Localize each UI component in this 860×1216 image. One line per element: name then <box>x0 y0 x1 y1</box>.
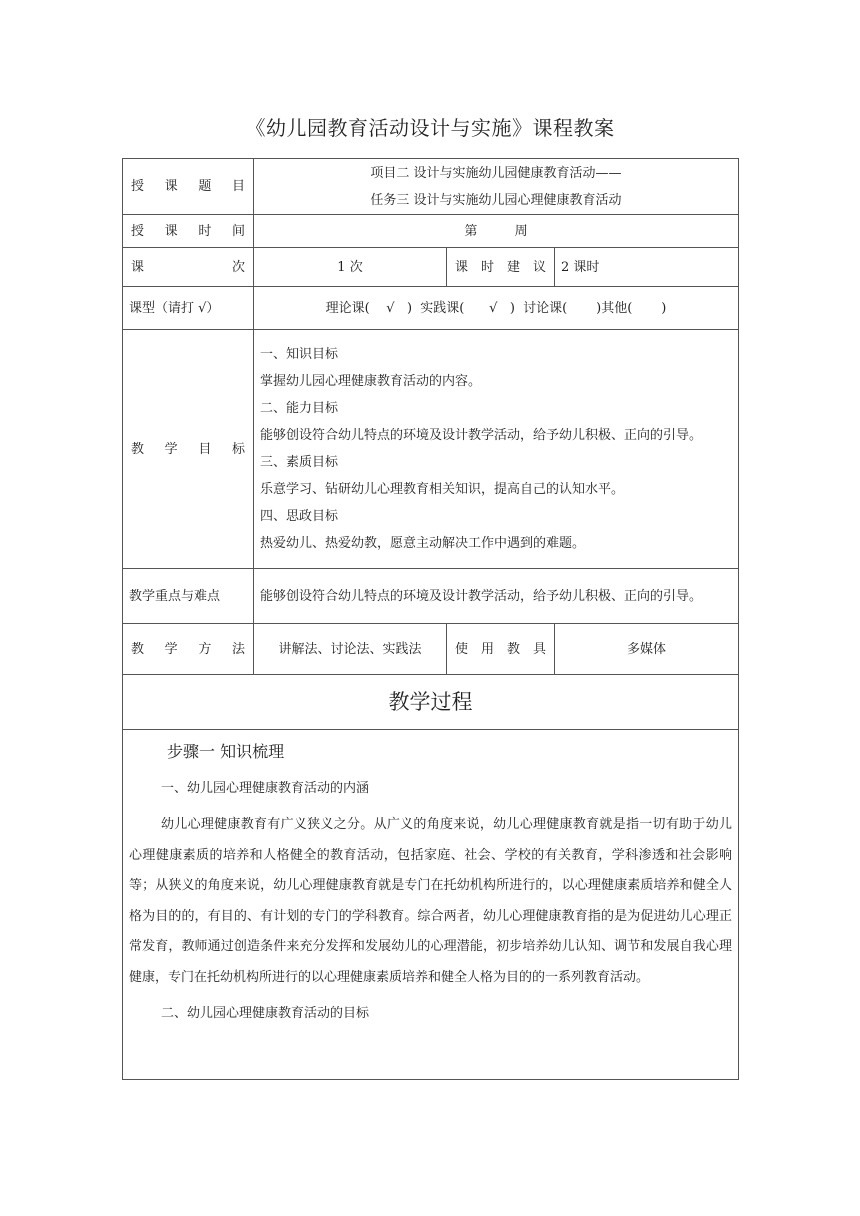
lesson-plan-table <box>122 158 739 1080</box>
tools-value: 多媒体 <box>555 624 739 675</box>
session-value: 1 次 <box>254 248 447 287</box>
goal-text: 掌握幼儿园心理健康教育活动的内容。 <box>260 374 482 389</box>
goal-text: 乐意学习、钻研幼儿心理教育相关知识，提高自己的认知水平。 <box>260 482 625 497</box>
goals-content <box>254 330 739 569</box>
step-heading: 步骤一 知识梳理 <box>167 742 285 761</box>
keypoints-label: 教学重点与难点 <box>123 569 254 624</box>
topic-row <box>123 159 739 215</box>
time-label: 授课时间 <box>123 215 254 248</box>
process-title: 教学过程 <box>123 675 739 730</box>
goals-row <box>123 330 739 569</box>
section-heading: 二、幼儿园心理健康教育活动的目标 <box>161 1006 370 1021</box>
topic-line-2: 任务三 设计与实施幼儿园心理健康教育活动 <box>370 192 622 208</box>
goal-heading: 二、能力目标 <box>260 401 339 416</box>
goal-text: 热爱幼儿、热爱幼教，愿意主动解决工作中遇到的难题。 <box>260 536 586 551</box>
page-title: 《幼儿园教育活动设计与实施》课程教案 <box>245 116 615 140</box>
goal-text: 能够创设符合幼儿特点的环境及设计教学活动，给予幼儿积极、正向的引导。 <box>260 428 703 443</box>
process-content <box>123 730 739 1080</box>
hours-label: 课时建议 <box>447 248 555 287</box>
topic-line-1: 项目二 设计与实施幼儿园健康教育活动—— <box>370 165 622 181</box>
goal-heading: 一、知识目标 <box>260 347 339 362</box>
tools-label: 使用教具 <box>447 624 555 675</box>
section-paragraph: 幼儿心理健康教育有广义狭义之分。从广义的角度来说，幼儿心理健康教育就是指一切有助于幼儿心理健康素质的培养和人格健全的教育活动，包括家庭、社会、学校的有关教育，学科渗透和社会影响等；从狭义的角度来说，幼儿心理健康教育就是专门在托幼机构所进行的，以心理健康素质培养和健全人格为目的的，有目的、有计划的专门的学科教育。综合两者，幼儿心理健康教育指的是为促进幼儿心理正常发育，教师通过创造条件来充分发挥和发展幼儿的心理潜能，初步培养幼儿认知、调节和发展自我心理健康，专门在托幼机构所进行的以心理健康素质培养和健全人格为目的的一系列教育活动。 <box>129 817 732 985</box>
method-label: 教学方法 <box>123 624 254 675</box>
method-row <box>123 624 739 675</box>
session-label: 课次 <box>123 248 254 287</box>
method-value: 讲解法、讨论法、实践法 <box>254 624 447 675</box>
keypoints-row <box>123 569 739 624</box>
type-value: 理论课( √ ) 实践课( √ ) 讨论课( )其他( ) <box>254 287 739 330</box>
keypoints-value: 能够创设符合幼儿特点的环境及设计教学活动，给予幼儿积极、正向的引导。 <box>254 569 739 624</box>
type-row <box>123 287 739 330</box>
topic-label: 授课题目 <box>123 159 254 215</box>
process-content-row <box>123 730 739 1080</box>
type-label: 课型（请打 √） <box>123 287 254 330</box>
time-row <box>123 215 739 248</box>
hours-value: 2 课时 <box>555 248 739 287</box>
process-title-row <box>123 675 739 730</box>
section-heading: 一、幼儿园心理健康教育活动的内涵 <box>161 781 370 796</box>
topic-value <box>254 159 739 215</box>
session-row <box>123 248 739 287</box>
goals-label: 教学目标 <box>123 330 254 569</box>
time-value: 第 周 <box>254 215 739 248</box>
goal-heading: 三、素质目标 <box>260 455 339 470</box>
goal-heading: 四、思政目标 <box>260 509 339 524</box>
